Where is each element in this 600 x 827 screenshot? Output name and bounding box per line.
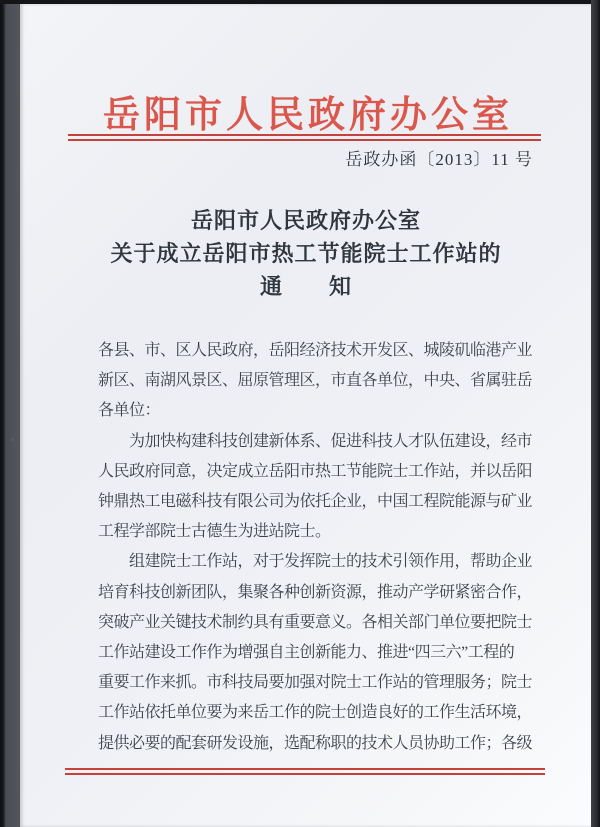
letterhead-office-name: 岳阳市人民政府办公室 — [103, 95, 513, 136]
footer-red-rule — [65, 768, 545, 775]
body-line: 为加快构建科技创建新体系、促进科技人才队伍建设，经市 — [98, 432, 533, 450]
document-title-line-3: 通 知 — [259, 274, 352, 299]
body-line: 各县、市、区人民政府，岳阳经济技术开发区、城陵矶临港产业 — [98, 342, 533, 359]
body-line: 突破产业关键技术制约具有重要意义。各相关部门单位要把院士 — [98, 613, 533, 631]
body-line: 各单位： — [98, 402, 161, 420]
body-line: 重要工作来抓。市科技局要加强对院士工作站的管理服务；院士 — [98, 674, 533, 692]
letterhead-red-rule — [68, 134, 541, 141]
body-line: 组建院士工作站，对于发挥院士的技术引领作用，帮助企业 — [98, 553, 533, 571]
body-line: 工程学部院士古德生为进站院士。 — [98, 523, 331, 541]
body-line: 工作站建设工作作为增强自主创新能力、推进“四三六”工程的 — [98, 644, 515, 662]
document-title — [20, 204, 592, 303]
body-line: 人民政府同意，决定成立岳阳市热工节能院士工作站，并以岳阳 — [98, 462, 533, 480]
body-line: 钟鼎热工电磁科技有限公司为依托企业，中国工程院能源与矿业 — [98, 493, 533, 511]
scan-border-right — [591, 0, 600, 827]
document-body — [98, 336, 533, 759]
body-line: 提供必要的配套研发设施，选配称职的技术人员协助工作；各级 — [98, 734, 533, 752]
body-line: 新区、南湖风景区、屈原管理区，市直各单位，中央、省属驻岳 — [98, 372, 533, 390]
scan-speck — [11, 438, 14, 441]
document-title-line-2: 关于成立岳阳市热工节能院士工作站的 — [110, 241, 502, 266]
body-line: 工作站依托单位要为来岳工作的院士创造良好的工作生活环境， — [98, 704, 533, 722]
body-line: 培育科技创新团队，集聚各种创新资源，推动产学研紧密合作， — [98, 583, 533, 601]
document-title-line-1: 岳阳市人民政府办公室 — [190, 208, 421, 233]
document-paper — [20, 4, 592, 827]
document-number: 岳政办函〔2013〕11 号 — [345, 150, 533, 169]
